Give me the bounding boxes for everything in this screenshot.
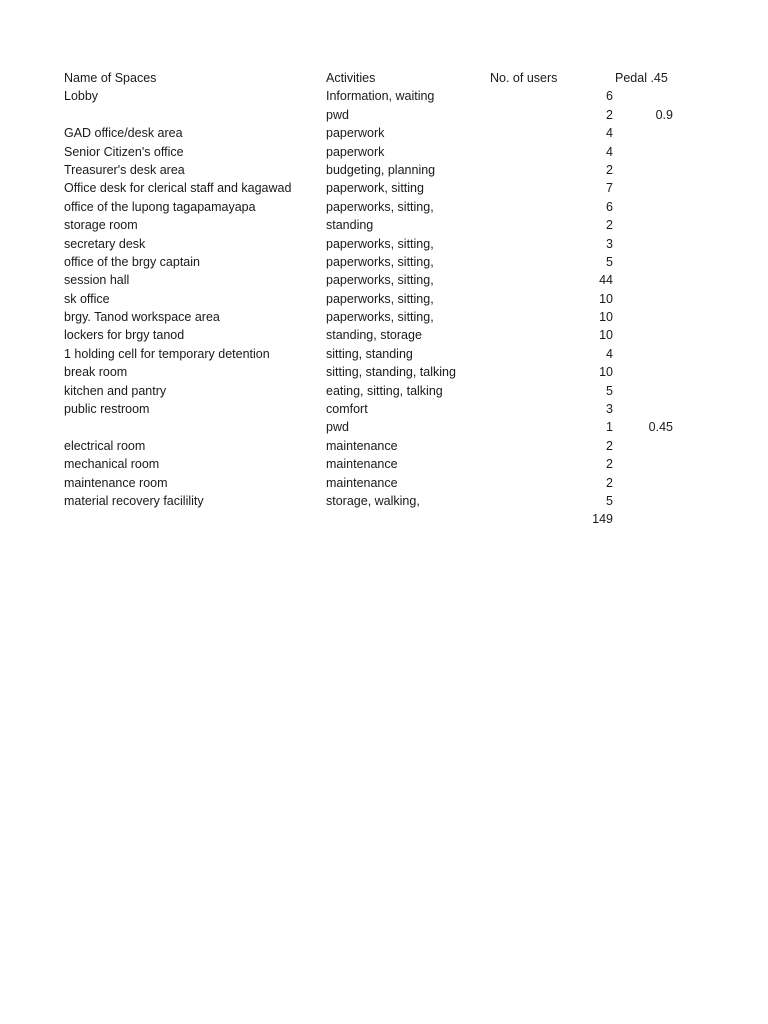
table-row <box>0 87 768 105</box>
table-row <box>0 290 768 308</box>
users-cell: 7 <box>606 181 613 196</box>
table-row <box>0 198 768 216</box>
table-row <box>0 418 768 436</box>
space-name-cell: lockers for brgy tanod <box>64 328 185 343</box>
users-cell: 6 <box>606 89 613 104</box>
table-row <box>0 271 768 289</box>
activity-cell: pwd <box>326 107 349 122</box>
users-cell: 5 <box>606 383 613 398</box>
header-activities: Activities <box>326 71 376 85</box>
users-cell: 3 <box>606 236 613 251</box>
space-name-cell: Senior Citizen's office <box>64 144 184 159</box>
activity-cell: paperworks, sitting, <box>326 291 434 306</box>
total-users: 149 <box>592 512 613 527</box>
users-cell: 10 <box>599 310 613 325</box>
activity-cell: paperworks, sitting, <box>326 310 434 325</box>
space-name-cell: kitchen and pantry <box>64 383 167 398</box>
activity-cell: paperworks, sitting, <box>326 199 434 214</box>
users-cell: 3 <box>606 402 613 417</box>
activity-cell: paperworks, sitting, <box>326 236 434 251</box>
users-cell: 5 <box>606 493 613 508</box>
table-row <box>0 492 768 510</box>
pedal-cell: 0.9 <box>655 107 673 122</box>
activity-cell: maintenance <box>326 457 398 472</box>
table-row <box>0 124 768 142</box>
spaces-table <box>0 69 768 529</box>
users-cell: 5 <box>606 254 613 269</box>
activity-cell: maintenance <box>326 475 398 490</box>
space-name-cell: Lobby <box>64 89 99 104</box>
space-name-cell: mechanical room <box>64 457 160 472</box>
activity-cell: paperworks, sitting, <box>326 273 434 288</box>
activity-cell: paperwork <box>326 126 385 141</box>
table-row <box>0 235 768 253</box>
activity-cell: paperwork, sitting <box>326 181 424 196</box>
table-row <box>0 400 768 418</box>
header-pedal: Pedal .45 <box>615 71 668 85</box>
activity-cell: paperworks, sitting, <box>326 254 434 269</box>
space-name-cell: public restroom <box>64 402 150 417</box>
table-row <box>0 143 768 161</box>
users-cell: 2 <box>606 475 613 490</box>
users-cell: 2 <box>606 438 613 453</box>
space-name-cell: Office desk for clerical staff and kagawad <box>64 181 292 196</box>
users-cell: 44 <box>599 273 613 288</box>
table-row <box>0 345 768 363</box>
activity-cell: Information, waiting <box>326 89 435 104</box>
table-row <box>0 326 768 344</box>
activity-cell: paperwork <box>326 144 385 159</box>
space-name-cell: storage room <box>64 218 138 233</box>
activity-cell: maintenance <box>326 438 398 453</box>
total-row <box>0 510 768 528</box>
activity-cell: standing, storage <box>326 328 422 343</box>
space-name-cell: 1 holding cell for temporary detention <box>64 346 270 361</box>
space-name-cell: sk office <box>64 291 110 306</box>
activity-cell: budgeting, planning <box>326 162 436 177</box>
header-no-of-users: No. of users <box>490 71 558 85</box>
activity-cell: comfort <box>326 402 368 417</box>
table-row <box>0 437 768 455</box>
table-row <box>0 382 768 400</box>
table-row <box>0 106 768 124</box>
activity-cell: pwd <box>326 420 349 435</box>
users-cell: 6 <box>606 199 613 214</box>
space-name-cell: secretary desk <box>64 236 146 251</box>
space-name-cell: electrical room <box>64 438 146 453</box>
space-name-cell: material recovery facilility <box>64 493 204 508</box>
space-name-cell: brgy. Tanod workspace area <box>64 310 220 325</box>
pedal-cell: 0.45 <box>648 420 673 435</box>
users-cell: 4 <box>606 346 613 361</box>
activity-cell: storage, walking, <box>326 493 420 508</box>
users-cell: 4 <box>606 126 613 141</box>
users-cell: 10 <box>599 328 613 343</box>
users-cell: 4 <box>606 144 613 159</box>
table-row <box>0 253 768 271</box>
activity-cell: standing <box>326 218 374 233</box>
users-cell: 10 <box>599 291 613 306</box>
space-name-cell: Treasurer's desk area <box>64 162 185 177</box>
space-name-cell: break room <box>64 365 128 380</box>
table-row <box>0 216 768 234</box>
table-row <box>0 474 768 492</box>
users-cell: 2 <box>606 218 613 233</box>
space-name-cell: office of the brgy captain <box>64 254 200 269</box>
activity-cell: sitting, standing, talking <box>326 365 456 380</box>
table-row <box>0 161 768 179</box>
activity-cell: eating, sitting, talking <box>326 383 443 398</box>
space-name-cell: maintenance room <box>64 475 168 490</box>
activity-cell: sitting, standing <box>326 346 413 361</box>
users-cell: 2 <box>606 457 613 472</box>
users-cell: 1 <box>606 420 613 435</box>
users-cell: 2 <box>606 162 613 177</box>
table-row <box>0 179 768 197</box>
space-name-cell: office of the lupong tagapamayapa <box>64 199 256 214</box>
table-row <box>0 455 768 473</box>
space-name-cell: GAD office/desk area <box>64 126 183 141</box>
table-body <box>0 87 768 510</box>
table-row <box>0 308 768 326</box>
header-name-of-spaces: Name of Spaces <box>64 71 157 85</box>
users-cell: 2 <box>606 107 613 122</box>
space-name-cell: session hall <box>64 273 130 288</box>
table-row <box>0 363 768 381</box>
users-cell: 10 <box>599 365 613 380</box>
header-row <box>0 69 768 87</box>
